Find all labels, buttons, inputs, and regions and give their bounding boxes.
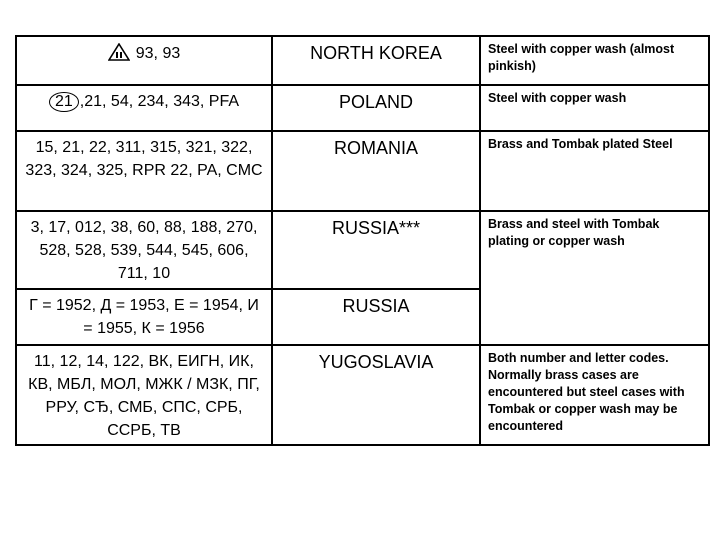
codes-text: 93, 93 bbox=[135, 45, 181, 62]
table-row bbox=[16, 131, 709, 211]
country-text: NORTH KOREA bbox=[310, 43, 442, 63]
material-text: Both number and letter codes. Normally brass cases are encountered but steel cases with Tombak or copper wash may be encountered bbox=[488, 351, 685, 433]
material-text: Brass and steel with Tombak plating or copper wash bbox=[488, 217, 660, 248]
country-text: ROMANIA bbox=[333, 138, 418, 158]
country-text: YUGOSLAVIA bbox=[318, 352, 434, 372]
country-cell bbox=[272, 211, 480, 289]
country-text: RUSSIA*** bbox=[331, 218, 421, 238]
material-cell bbox=[480, 345, 709, 445]
table-row bbox=[16, 211, 709, 289]
country-text: RUSSIA bbox=[342, 296, 410, 316]
table-row bbox=[16, 345, 709, 445]
codes-text: 15, 21, 22, 311, 315, 321, 322, 323, 324, 325, RPR 22, PA, CMC bbox=[25, 139, 263, 179]
codes-cell bbox=[16, 36, 272, 85]
country-cell bbox=[272, 36, 480, 85]
table-row bbox=[16, 36, 709, 85]
country-cell bbox=[272, 289, 480, 345]
table-row bbox=[16, 85, 709, 131]
material-cell bbox=[480, 131, 709, 211]
country-cell bbox=[272, 85, 480, 131]
country-text: POLAND bbox=[338, 92, 414, 112]
codes-cell bbox=[16, 289, 272, 345]
headstamp-codes-table bbox=[15, 35, 710, 446]
codes-text: ,21, 54, 234, 343, PFA bbox=[79, 93, 240, 110]
codes-text: 11, 12, 14, 122, ВК, ЕИГН, ИК, КВ, МБЛ, МОЛ, МЖК / МЗК, ПГ, РРУ, СЂ, СМБ, СПС, СРБ, ССРБ, ТВ bbox=[28, 353, 260, 439]
material-text: Steel with copper wash (almost pinkish) bbox=[488, 42, 675, 73]
material-cell bbox=[480, 85, 709, 131]
codes-cell bbox=[16, 85, 272, 131]
material-text: Steel with copper wash bbox=[488, 91, 627, 105]
material-cell bbox=[480, 36, 709, 85]
country-cell bbox=[272, 345, 480, 445]
codes-text: 3, 17, 012, 38, 60, 88, 188, 270, 528, 528, 539, 544, 545, 606, 711, 10 bbox=[30, 219, 258, 282]
material-cell bbox=[480, 211, 709, 345]
codes-cell bbox=[16, 211, 272, 289]
triangle-emblem-icon bbox=[108, 43, 130, 61]
codes-cell bbox=[16, 345, 272, 445]
material-text: Brass and Tombak plated Steel bbox=[488, 137, 673, 151]
codes-cell bbox=[16, 131, 272, 211]
country-cell bbox=[272, 131, 480, 211]
circled-code: 21 bbox=[49, 92, 79, 112]
codes-text: Г = 1952, Д = 1953, Е = 1954, И = 1955, К = 1956 bbox=[29, 297, 259, 337]
